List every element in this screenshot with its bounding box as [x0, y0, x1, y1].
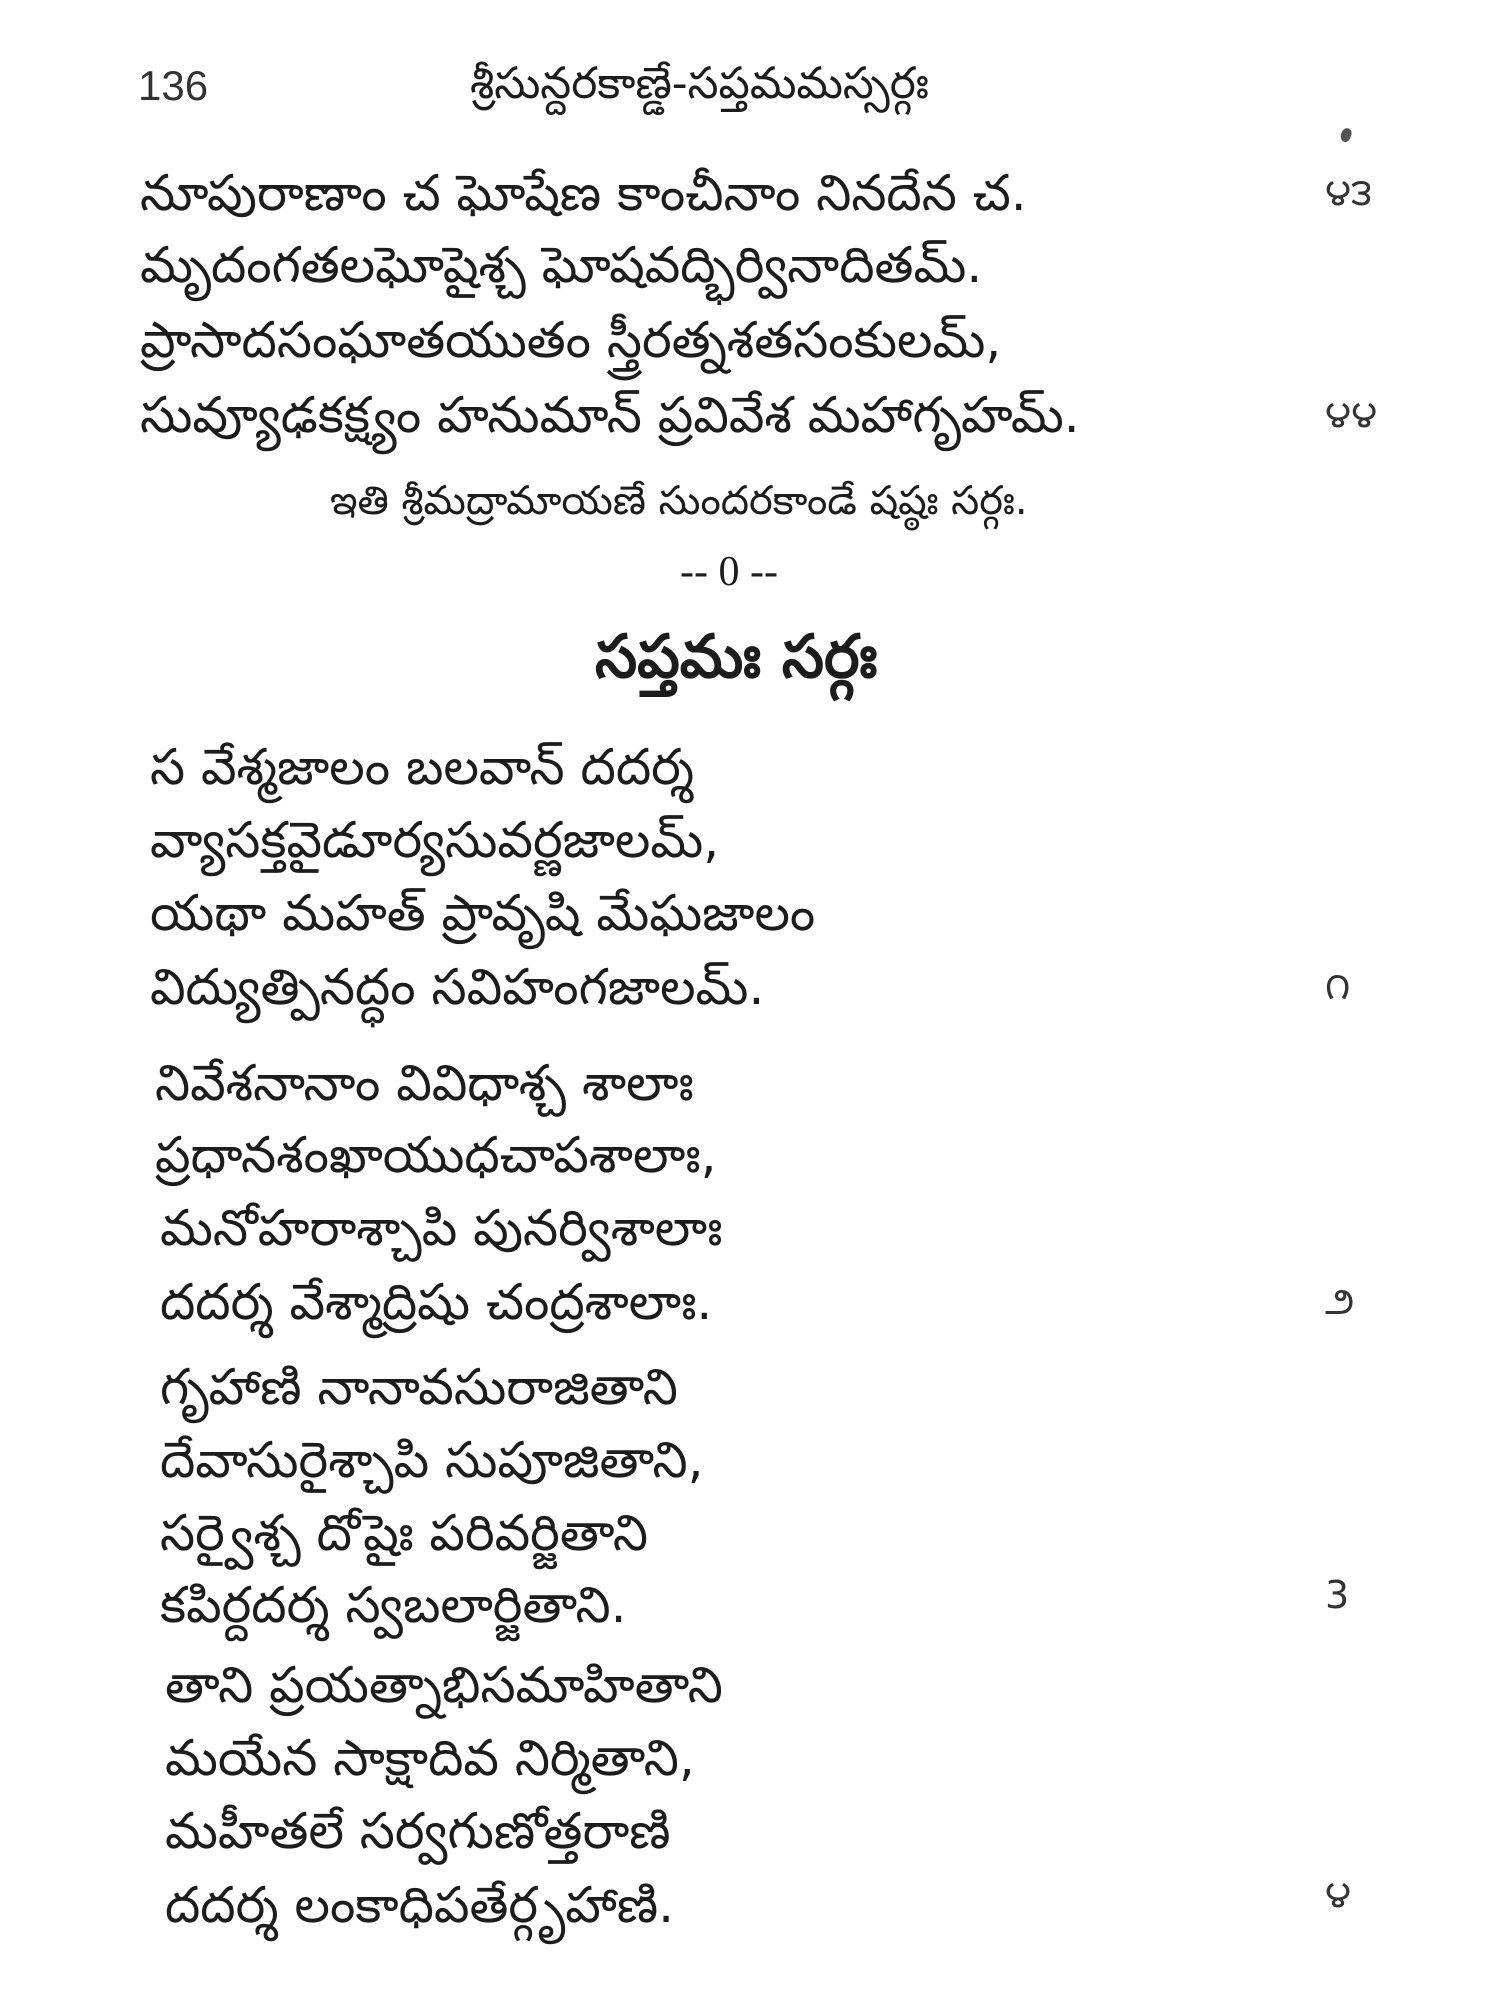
- verse-line: ప్రధానశంఖాయుధచాపశాలాః,: [155, 1126, 717, 1184]
- ink-speck: [1339, 127, 1354, 144]
- verse-line: నివేశనానాం వివిధాశ్చ శాలాః: [155, 1054, 694, 1112]
- verse-line: తాని ప్రయత్నాభిసమాహితాని: [165, 1656, 723, 1714]
- verse-number: 3: [1325, 1573, 1350, 1617]
- verse-line: మనోహరాశ్చాపి పునర్విశాలాః: [160, 1199, 723, 1257]
- verse-line: గృహాణి నానావసురాజితాని: [160, 1358, 678, 1416]
- verse-line: స వేశ్మజాలం బలవాన్ దదర్శ: [150, 738, 695, 796]
- page-number: 136: [138, 62, 209, 109]
- verse-line: మయేన సాక్షాదివ నిర్మితాని,: [165, 1729, 695, 1787]
- verse-line: మృదంగతలఘోషైశ్చ ఘోషవద్భిర్వినాదితమ్.: [140, 236, 983, 294]
- verse-line: నూపురాణాం చ ఘోషేణ కాంచీనాం నినదేన చ.: [140, 164, 1027, 222]
- sarga-colophon: ఇతి శ్రీమద్రామాయణే సుందరకాండే షష్ఠః సర్గః.: [330, 478, 1028, 524]
- verse-line: యథా మహత్ ప్రావృషి మేఘజాలం: [150, 884, 816, 942]
- verse-line: సర్వైశ్చ దోషైః పరివర్జితాని: [160, 1504, 649, 1562]
- verse-line: దేవాసురైశ్చాపి సుపూజితాని,: [160, 1431, 704, 1489]
- sarga-title: సప్తమః సర్గః: [595, 622, 878, 692]
- verse-number: ౧: [1325, 964, 1351, 1008]
- section-separator: -- 0 --: [680, 549, 778, 595]
- verse-line: విద్యుత్పినద్ధం సవిహంగజాలమ్.: [150, 958, 765, 1016]
- verse-number: ౪౪: [1325, 392, 1378, 436]
- verse-number: ౪: [1325, 1872, 1352, 1916]
- verse-line: దదర్శ లంకాధిపతేర్గృహాణి.: [165, 1876, 675, 1934]
- verse-number: ౨: [1325, 1279, 1355, 1323]
- running-title: శ్రీసున్దరకాణ్డే-సప్తమమస్సర్గః: [470, 58, 929, 109]
- verse-line: వ్యాసక్తవైడూర్యసువర్ణజాలమ్,: [150, 811, 720, 869]
- verse-line: దదర్శ వేశ్మాద్రిషు చంద్రశాలాః.: [160, 1273, 713, 1331]
- verse-number: ౪౩: [1325, 170, 1372, 214]
- verse-line: ప్రాసాదసంఘాతయుతం స్త్రీరత్నశతసంకులమ్,: [140, 311, 1002, 369]
- verse-line: మహీతలే సర్వగుణోత్తరాణి: [165, 1802, 671, 1860]
- verse-line: కపిర్దదర్శ స్వబలార్జితాని.: [160, 1576, 627, 1634]
- verse-line: సువ్యూఢకక్ష్యం హనుమాన్ ప్రవివేశ మహాగృహమ్.: [140, 386, 1080, 444]
